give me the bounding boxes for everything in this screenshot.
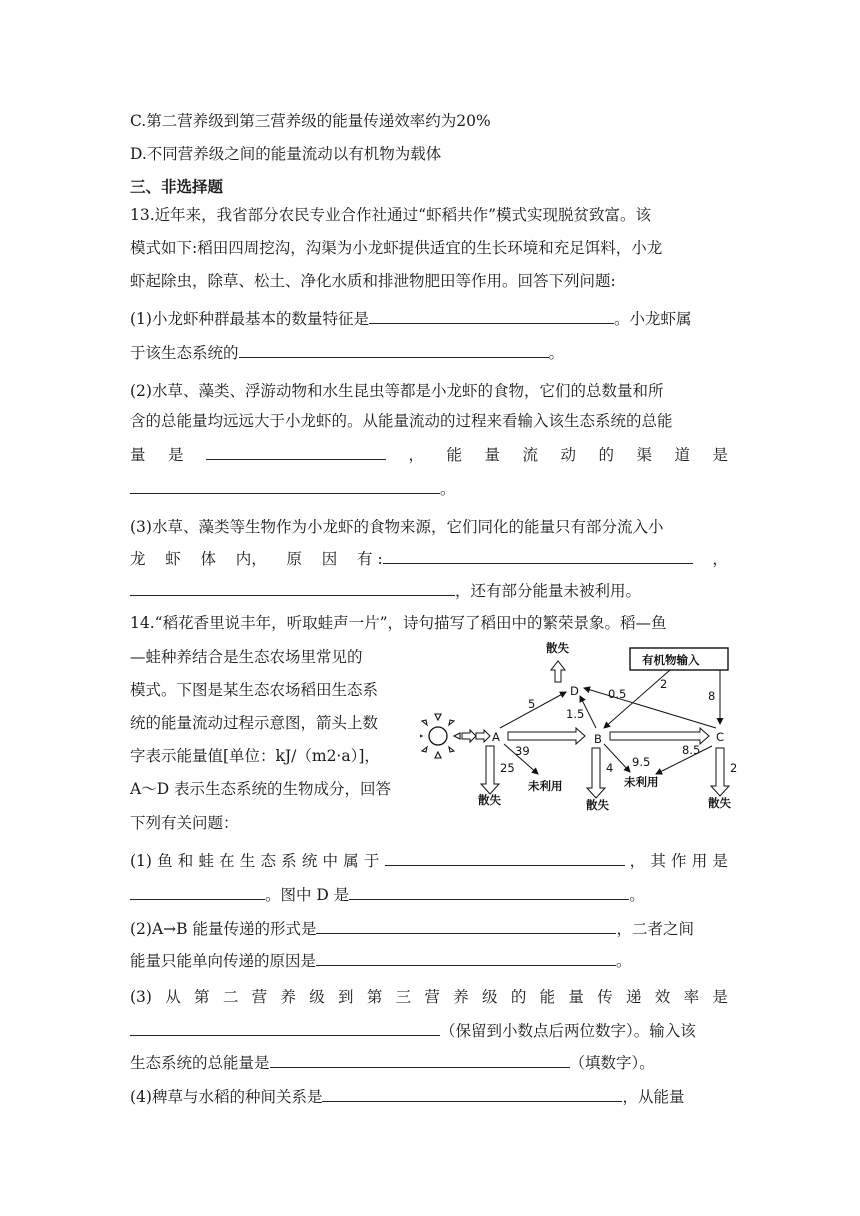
spaced-char: 生: [239, 852, 256, 870]
sun-to-a-arrows: [462, 730, 490, 742]
q14-line-6: [130, 778, 420, 800]
q14-line-7: [130, 812, 420, 834]
q13-text-1: 13.近年来，我省部分农民专业合作社通过“虾稻共作”模式实现脱贫致富。该: [130, 206, 652, 224]
spaced-char: 用: [691, 852, 708, 870]
arrow-b-to-c: [610, 728, 709, 744]
spaced-char: 因: [321, 550, 338, 568]
q13-part1-prompt-2: 于该生态系统的: [130, 344, 239, 362]
arrow-a-to-b: [508, 728, 585, 744]
spaced-char: 级: [482, 988, 498, 1006]
spaced-char: 是: [712, 988, 728, 1006]
q13-part2-line-2: [130, 410, 728, 432]
value-b-to-c: 9.5: [632, 755, 651, 769]
spaced-char: 于: [363, 852, 380, 870]
value-input-to-c: 8: [708, 689, 716, 703]
q13-line-3: [130, 270, 728, 292]
spaced-char: 能: [539, 988, 556, 1006]
answer-blank[interactable]: [316, 950, 616, 966]
q14-part1-line-1: [130, 850, 728, 872]
spaced-char: 是: [712, 446, 728, 464]
answer-blank[interactable]: [270, 1052, 570, 1068]
q14-part3-line-1: [130, 986, 728, 1008]
spaced-char: 率: [683, 988, 700, 1006]
sun-icon: [420, 714, 460, 758]
a-loss-arrow: [481, 746, 499, 794]
q13-part2-end: 。: [440, 480, 456, 498]
answer-blank[interactable]: [369, 308, 614, 324]
c-loss-arrow: [711, 748, 729, 796]
spaced-char: 量: [568, 988, 584, 1006]
a-unused-label: 未利用: [528, 779, 563, 793]
answer-blank[interactable]: [206, 444, 386, 460]
spaced-char: 能: [446, 446, 462, 464]
spaced-char: 渠: [636, 446, 652, 464]
q14-part2-cont: ，二者之间: [616, 920, 694, 938]
value-c-to-d: 0.5: [608, 687, 627, 701]
option-d: [130, 143, 728, 165]
q14-part2-line-2: [130, 950, 728, 972]
spaced-char: 态: [260, 852, 276, 870]
spaced-char: 系: [281, 852, 297, 870]
q14-part4-cont: ，从能量: [622, 1088, 685, 1106]
q14-text-7: 下列有关问题：: [130, 814, 239, 832]
q13-line-1: [130, 204, 728, 226]
q13-part2-text-2: 含的总能量均远远大于小龙虾的。从能量流动的过程来看输入该生态系统的总能: [130, 412, 673, 430]
node-d: D: [570, 684, 579, 698]
d-loss-arrow: [551, 661, 565, 682]
spaced-char: ，: [712, 550, 728, 568]
q13-part2-line-4: [130, 478, 728, 500]
q14-line-4: [130, 712, 420, 734]
answer-blank[interactable]: [316, 918, 616, 934]
q13-part1-line-1: [130, 308, 728, 330]
spaced-char: 有: [357, 550, 373, 568]
answer-blank[interactable]: [349, 884, 629, 900]
energy-flow-diagram: [420, 636, 740, 812]
answer-blank[interactable]: [130, 884, 265, 900]
answer-blank[interactable]: [385, 850, 625, 866]
spaced-char: 量: [130, 446, 146, 464]
q14-line-3: [130, 679, 420, 701]
answer-blank[interactable]: [130, 580, 455, 596]
q14-part2-line-1: [130, 918, 728, 940]
spaced-char: 属: [343, 852, 359, 870]
q14-part4-prompt: (4)稗草与水稻的种间关系是: [130, 1088, 323, 1106]
value-b-to-d: 1.5: [566, 707, 585, 721]
spaced-char: 到: [338, 988, 354, 1006]
q13-part2-line-1: [130, 380, 728, 402]
spaced-char: 和: [177, 852, 194, 870]
q14-part2-end: 。: [616, 952, 632, 970]
spaced-char: 龙: [130, 550, 146, 568]
q14-line-2: [130, 646, 420, 668]
q13-part3-blank-wrap: [357, 548, 693, 570]
q13-part3-line-1: [130, 516, 728, 538]
spaced-char: 统: [301, 852, 318, 870]
answer-blank[interactable]: [383, 548, 693, 564]
q14-text-2: —蛙种养结合是生态农场里常见的: [130, 648, 363, 666]
spaced-char: 量: [484, 446, 500, 464]
spaced-char: 级: [309, 988, 325, 1006]
q14-text-1: 14.“稻花香里说丰年，听取蛙声一片”，诗句描写了稻田中的繁荣景象。稻—鱼: [130, 614, 667, 632]
value-a-to-d: 5: [528, 697, 536, 711]
b-loss-arrow: [587, 748, 605, 798]
spaced-char: 递: [626, 988, 642, 1006]
answer-blank[interactable]: [322, 1086, 622, 1102]
q14-part1-end: 。: [629, 886, 645, 904]
q14-part3-end: （填数字）。: [569, 1054, 655, 1072]
spaced-char: 动: [560, 446, 576, 464]
spaced-char: :: [377, 550, 383, 568]
q14-text-3: 模式。下图是某生态农场稻田生态系: [130, 681, 379, 699]
q13-part1-end: 。: [548, 344, 565, 362]
spaced-char: 营: [424, 988, 440, 1006]
spaced-char: 是: [168, 446, 184, 464]
spaced-char: 传: [597, 988, 613, 1006]
spaced-char: 体: [200, 550, 217, 568]
spaced-char: 二: [222, 988, 239, 1006]
q13-text-3: 虾起除虫，除草、松土、净化水质和排泄物肥田等作用。回答下列问题:: [130, 272, 616, 290]
spaced-char: 鱼: [157, 852, 173, 870]
spaced-char: 流: [522, 446, 538, 464]
q13-part3-line-2: [130, 548, 728, 570]
q14-part3-prompt: 生态系统的总能量是: [130, 1054, 270, 1072]
spaced-char: 作: [671, 852, 687, 870]
option-c: [130, 110, 728, 132]
spaced-char: 三: [395, 988, 412, 1006]
q14-part1-line-2: [130, 884, 728, 906]
spaced-char: 虾: [165, 550, 181, 568]
value-c-loss: 2: [730, 761, 738, 775]
spaced-char: 第: [194, 988, 210, 1006]
q14-part3-cont: （保留到小数点后两位数字）。输入该: [440, 1022, 696, 1040]
answer-blank[interactable]: [130, 478, 440, 494]
q13-part3-text-1: (3)水草、藻类等生物作为小龙虾的食物来源，它们同化的能量只有部分流入小: [130, 518, 664, 536]
q14-line-1: [130, 612, 728, 634]
a-loss-label: 散失: [478, 793, 501, 807]
option-c-text: C.第二营养级到第三营养级的能量传递效率约为20%: [130, 112, 491, 130]
spaced-char: 蛙: [198, 852, 214, 870]
value-a-to-b: 39: [515, 744, 530, 758]
q13-text-2: 模式如下:稻田四周挖沟，沟渠为小龙虾提供适宜的生长环境和充足饵料，小龙: [130, 239, 663, 257]
spaced-char: 效: [654, 988, 671, 1006]
spaced-char: 中: [322, 852, 339, 870]
spaced-char: 从: [165, 988, 181, 1006]
spaced-char: 第: [366, 988, 383, 1006]
q13-part2-text-1: (2)水草、藻类、浮游动物和水生昆虫等都是小龙虾的食物，它们的总数量和所: [130, 382, 664, 400]
spaced-char: ，: [408, 446, 424, 464]
value-a-loss: 25: [500, 761, 515, 775]
spaced-char: 原: [286, 550, 303, 568]
section-heading: [130, 176, 728, 198]
q14-text-5: 字表示能量值[单位：kJ/（m2·a）]，: [130, 747, 380, 765]
q14-part4-line-1: [130, 1086, 728, 1108]
b-loss-label: 散失: [586, 798, 609, 812]
q13-part3-end: ，还有部分能量未被利用。: [455, 582, 642, 600]
spaced-char: 内，: [235, 550, 267, 568]
option-d-text: D.不同营养级之间的能量流动以有机物为载体: [130, 145, 442, 163]
q14-text-4: 统的能量流动过程示意图，箭头上数: [130, 714, 379, 732]
q14-text-6: A～D 表示生态系统的生物成分，回答: [130, 780, 392, 798]
spaced-char: (3): [130, 988, 152, 1006]
spaced-char: 的: [510, 988, 527, 1006]
d-loss-label: 散失: [546, 641, 569, 655]
q14-part3-line-2: [130, 1020, 728, 1042]
q13-part3-line-3: [130, 580, 728, 602]
arrow-c-to-d: [584, 688, 716, 728]
spaced-char: 养: [453, 988, 469, 1006]
spaced-char: 养: [280, 988, 296, 1006]
q13-part1-prompt: (1)小龙虾种群最基本的数量特征是: [130, 310, 369, 328]
spaced-char: (1): [130, 852, 152, 870]
q13-part1-cont: 。小龙虾属: [613, 310, 692, 328]
spaced-char: 营: [251, 988, 268, 1006]
spaced-char: 其: [650, 852, 666, 870]
q13-line-2: [130, 237, 728, 259]
q14-part1-prompt: 。图中 D 是: [265, 886, 350, 904]
q13-part1-line-2: [130, 342, 728, 364]
spaced-char: ，: [629, 852, 646, 870]
q13-part2-line-3: [130, 444, 728, 466]
spaced-char: 的: [598, 446, 614, 464]
value-b-loss: 4: [606, 761, 614, 775]
spaced-char: 是: [712, 852, 728, 870]
spaced-char: 道: [674, 446, 690, 464]
answer-blank[interactable]: [130, 1020, 440, 1036]
value-c-unused: 8.5: [682, 743, 701, 757]
q14-part2-prompt-2: 能量只能单向传递的原因是: [130, 952, 317, 970]
organic-input-label: 有机物输入: [642, 653, 700, 667]
c-loss-label: 散失: [708, 796, 731, 810]
answer-blank[interactable]: [239, 342, 549, 358]
node-a: A: [492, 730, 500, 744]
node-b: B: [594, 732, 602, 746]
bc-unused-label: 未利用: [624, 775, 659, 789]
q14-part2-prompt: (2)A→B 能量传递的形式是: [130, 920, 317, 938]
node-c: C: [716, 730, 725, 744]
q14-part3-line-3: [130, 1052, 728, 1074]
q14-line-5: [130, 745, 420, 767]
section-heading-text: 三、非选择题: [130, 178, 224, 196]
value-input-to-b: 2: [660, 677, 668, 691]
spaced-char: 在: [219, 852, 235, 870]
